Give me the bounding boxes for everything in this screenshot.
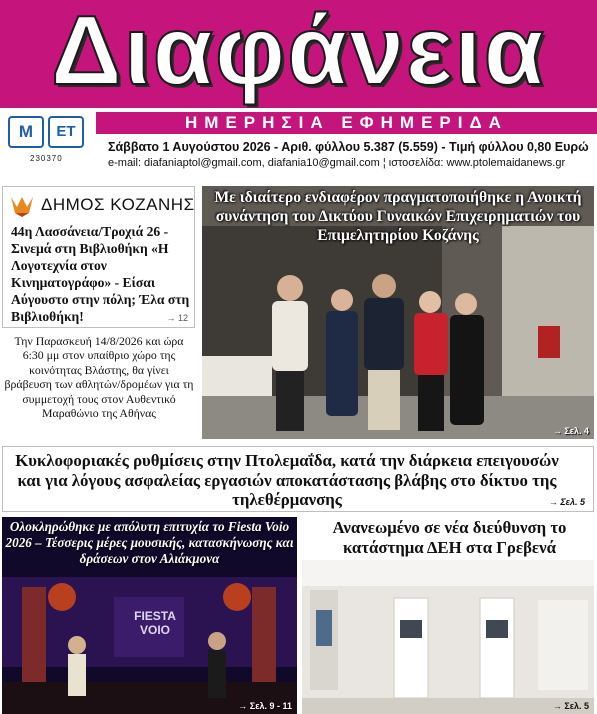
logo-tile-m: Μ [8, 116, 44, 148]
contact-line: e-mail: diafaniaptol@gmail.com, diafania10@gmail.com ¦ ιστοσελίδα: www.ptolemaidanews.gr [108, 157, 566, 169]
concert-story-photo[interactable] [2, 517, 297, 714]
page-ref: → Σελ. 5 [552, 701, 589, 711]
met-logo [4, 112, 92, 166]
left-body-text: Την Παρασκευή 14/8/2026 και ώρα 6:30 μμ στον υπαίθριο χώρο της κοινότητας Βλάστης, θα γίνει βράβευση των αθλητών/δρομέων για τη συμμετοχή τους στον Αυθεντικό Μαραθώνιο της Αθήνας [4, 334, 194, 421]
subtitle-bar [96, 112, 597, 134]
page-ref: → Σελ. 5 [548, 497, 585, 507]
left-news-box [2, 186, 195, 328]
municipality-label: ΔΗΜΟΣ ΚΟΖΑΝΗΣ [41, 195, 195, 214]
newspaper-subtitle: ΗΜΕΡΗΣΙΑ ΕΦΗΜΕΡΙΔΑ [185, 113, 508, 132]
traffic-news-box[interactable] [2, 446, 594, 512]
page-ref: → Σελ. 9 - 11 [238, 701, 292, 711]
stage-sign: FIESTA VOIO [134, 609, 176, 637]
dei-store-photo[interactable] [302, 560, 594, 714]
left-headline[interactable]: 44η Λασσάνεια/Τροχιά 26 - Σινεμά στη Βιβλιοθήκη «Η Λογοτεχνία στον Κινηματογράφο» - Είσαι Αύγουστο στην πόλη; Έλα στη Βιβλιοθήκη! [11, 224, 190, 324]
traffic-headline: Κυκλοφοριακές ρυθμίσεις στην Πτολεμαΐδα, κατά την διάρκεια επειγουσών και για λόγους ασφαλείας εργασιών αποκατάστασης βλάβης στο δίκτυο της τηλεθέρμανσης [15, 451, 559, 509]
dei-store-image [302, 560, 594, 714]
municipality-emblem-icon [9, 193, 35, 219]
concert-caption: Ολοκληρώθηκε με απόλυτη επιτυχία το Fiesta Voio 2026 – Τέσσερις μέρες μουσικής, κατασκήνωσης και δράσεων στον Αλιάκμονα [5, 519, 294, 566]
newspaper-title: Διαφάνεια [51, 0, 546, 105]
dei-headline[interactable]: Ανανεωμένο σε νέα διεύθυνση το κατάστημα ΔΕΗ στα Γρεβενά [332, 518, 567, 557]
logo-code: 230370 [30, 154, 63, 163]
issue-dateline: Σάββατο 1 Αυγούστου 2026 - Αριθ. φύλλου 5.387 (5.559) - Τιμή φύλλου 0,80 Ευρώ [108, 140, 589, 154]
top-story-caption: Με ιδιαίτερο ενδιαφέρον πραγματοποιήθηκε η Ανοικτή συνάντηση του Δικτύου Γυναικών Επιχειρηματιών του Επιμελητηρίου Κοζάνης [214, 189, 582, 244]
logo-tile-et: ΕΤ [48, 116, 84, 148]
page-ref: → Σελ. 4 [552, 426, 589, 436]
page-ref: → 12 [166, 313, 188, 323]
municipality-header [9, 191, 195, 217]
masthead [0, 0, 597, 108]
top-story-photo[interactable] [202, 186, 594, 439]
